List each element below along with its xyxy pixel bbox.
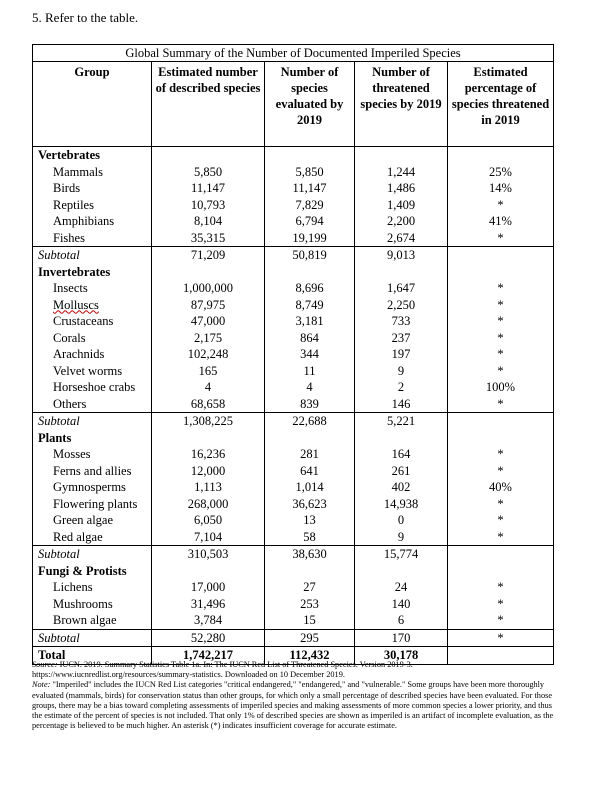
table-header-row [33,62,554,147]
threatened-cell: 733 [355,313,448,330]
source-label: Source: [32,660,58,669]
imperiled-species-table [32,44,554,665]
percent-cell: * [448,346,554,363]
empty-cell [448,147,554,164]
subtotal-row [33,546,554,563]
threatened-cell: 6 [355,612,448,629]
described-cell: 87,975 [152,297,265,314]
described-cell: 8,104 [152,213,265,230]
subtotal-label: Subtotal [33,629,152,647]
species-group-name: Mosses [33,446,152,463]
threatened-cell: 2,674 [355,230,448,247]
empty-cell [355,430,448,447]
described-cell: 12,000 [152,463,265,480]
described-cell: 4 [152,379,265,396]
described-cell: 165 [152,363,265,380]
subtotal-label: Subtotal [33,413,152,430]
evaluated-cell: 1,014 [265,479,355,496]
subtotal-row [33,413,554,430]
empty-cell [152,430,265,447]
threatened-cell: 2,200 [355,213,448,230]
described-cell: 268,000 [152,496,265,513]
note-label: Note: [32,680,51,690]
threatened-cell: 9 [355,363,448,380]
described-cell: 3,784 [152,612,265,629]
species-group-name: Brown algae [33,612,152,629]
header-evaluated: Number of species evaluated by 2019 [265,62,355,147]
table-row [33,363,554,380]
subtotal-evaluated-cell: 295 [265,629,355,647]
table-row [33,479,554,496]
evaluated-cell: 8,696 [265,280,355,297]
described-cell: 102,248 [152,346,265,363]
species-group-name: Others [33,396,152,413]
evaluated-cell: 4 [265,379,355,396]
described-cell: 47,000 [152,313,265,330]
table-row [33,596,554,613]
evaluated-cell: 344 [265,346,355,363]
table-notes [32,660,554,731]
percent-cell: * [448,396,554,413]
percent-cell: 100% [448,379,554,396]
percent-cell: 40% [448,479,554,496]
table-row [33,230,554,247]
evaluated-cell: 11 [265,363,355,380]
empty-cell [448,430,554,447]
subtotal-percent-cell [448,247,554,264]
table-row [33,529,554,546]
evaluated-cell: 8,749 [265,297,355,314]
table-row [33,579,554,596]
subtotal-evaluated-cell: 38,630 [265,546,355,563]
explanatory-note [32,680,554,731]
question-prompt: 5. Refer to the table. [32,10,139,25]
table-row [33,297,554,314]
described-cell: 2,175 [152,330,265,347]
evaluated-cell: 13 [265,512,355,529]
threatened-cell: 1,244 [355,164,448,181]
percent-cell: * [448,330,554,347]
group-heading-row [33,563,554,580]
evaluated-cell: 11,147 [265,180,355,197]
table-row [33,496,554,513]
species-group-name: Velvet worms [33,363,152,380]
evaluated-cell: 253 [265,596,355,613]
threatened-cell: 2 [355,379,448,396]
total-described-cell: 1,742,217 [152,647,265,665]
empty-cell [152,563,265,580]
evaluated-cell: 641 [265,463,355,480]
species-group-name: Corals [33,330,152,347]
described-cell: 5,850 [152,164,265,181]
percent-cell: * [448,612,554,629]
empty-cell [355,563,448,580]
group-heading-row [33,264,554,281]
species-group-name: Arachnids [33,346,152,363]
evaluated-cell: 36,623 [265,496,355,513]
species-group-name: Green algae [33,512,152,529]
species-group-name: Ferns and allies [33,463,152,480]
threatened-cell: 1,409 [355,197,448,214]
described-cell: 68,658 [152,396,265,413]
table-body [33,147,554,665]
table-row [33,463,554,480]
percent-cell: 14% [448,180,554,197]
table-row [33,346,554,363]
percent-cell: * [448,496,554,513]
empty-cell [265,563,355,580]
table-row [33,164,554,181]
evaluated-cell: 5,850 [265,164,355,181]
percent-cell: * [448,363,554,380]
species-group-name: Horseshoe crabs [33,379,152,396]
evaluated-cell: 281 [265,446,355,463]
subtotal-percent-cell [448,546,554,563]
percent-cell: 25% [448,164,554,181]
table-row [33,396,554,413]
percent-cell: * [448,230,554,247]
header-group: Group [33,62,152,147]
header-threatened: Number of threatened species by 2019 [355,62,448,147]
described-cell: 10,793 [152,197,265,214]
threatened-cell: 197 [355,346,448,363]
percent-cell: * [448,512,554,529]
described-cell: 1,113 [152,479,265,496]
described-cell: 1,000,000 [152,280,265,297]
evaluated-cell: 864 [265,330,355,347]
evaluated-cell: 6,794 [265,213,355,230]
table-row [33,213,554,230]
subtotal-threatened-cell: 170 [355,629,448,647]
subtotal-evaluated-cell: 22,688 [265,413,355,430]
subtotal-label: Subtotal [33,247,152,264]
source-text: IUCN. 2019. Summary Statistics Table 1a. In: The IUCN Red List of Threatened Species. Version 2019-3. https://www.iucnredlist.org/resources/summary-statistics. Downloaded on 10 December 2019. [32,660,413,680]
percent-cell: * [448,197,554,214]
subtotal-threatened-cell: 15,774 [355,546,448,563]
evaluated-cell: 27 [265,579,355,596]
group-heading: Plants [33,430,152,447]
group-heading-row [33,430,554,447]
empty-cell [355,147,448,164]
subtotal-row [33,629,554,647]
table-row [33,379,554,396]
percent-cell: * [448,596,554,613]
described-cell: 11,147 [152,180,265,197]
threatened-cell: 9 [355,529,448,546]
empty-cell [265,147,355,164]
threatened-cell: 237 [355,330,448,347]
species-group-name: Amphibians [33,213,152,230]
species-group-name: Gymnosperms [33,479,152,496]
evaluated-cell: 58 [265,529,355,546]
empty-cell [265,430,355,447]
described-cell: 16,236 [152,446,265,463]
species-table-container [32,44,553,665]
empty-cell [448,264,554,281]
subtotal-label: Subtotal [33,546,152,563]
species-group-name: Mammals [33,164,152,181]
table-row [33,280,554,297]
subtotal-described-cell: 310,503 [152,546,265,563]
species-group-name: Mushrooms [33,596,152,613]
evaluated-cell: 839 [265,396,355,413]
percent-cell: * [448,313,554,330]
table-row [33,446,554,463]
described-cell: 7,104 [152,529,265,546]
threatened-cell: 402 [355,479,448,496]
described-cell: 6,050 [152,512,265,529]
subtotal-evaluated-cell: 50,819 [265,247,355,264]
table-row [33,180,554,197]
evaluated-cell: 3,181 [265,313,355,330]
evaluated-cell: 19,199 [265,230,355,247]
table-title: Global Summary of the Number of Documented Imperiled Species [32,44,554,61]
empty-cell [448,563,554,580]
species-group-name: Crustaceans [33,313,152,330]
species-group-name: Lichens [33,579,152,596]
species-group-name: Molluscs [33,297,152,314]
note-text: "Imperiled" includes the IUCN Red List categories "critical endangered," "endangered," and "vulnerable." Some groups have been more thoroughly evaluated (mammals, birds) for conservation status than other groups, for which only a small percentage of described species have been evaluated. For those groups, there may be a bias toward completing assessments of imperiled species and making assessments of more common species a lower priority, and thus the estimate of the percent of species is not included. That only 1% of described species are shown as imperiled is an artifact of incomplete evaluation, as the percentage is believed to be much higher. An asterisk (*) indicates insufficient coverage for accurate estimate. [32,680,554,731]
table-row [33,330,554,347]
group-heading: Fungi & Protists [33,563,152,580]
subtotal-threatened-cell: 9,013 [355,247,448,264]
evaluated-cell: 7,829 [265,197,355,214]
table-row [33,512,554,529]
percent-cell: * [448,280,554,297]
percent-cell: * [448,529,554,546]
threatened-cell: 146 [355,396,448,413]
threatened-cell: 2,250 [355,297,448,314]
table-row [33,197,554,214]
species-group-name: Flowering plants [33,496,152,513]
group-heading-row [33,147,554,164]
group-heading: Invertebrates [33,264,152,281]
threatened-cell: 1,647 [355,280,448,297]
group-heading: Vertebrates [33,147,152,164]
species-group-name: Birds [33,180,152,197]
total-label: Total [33,647,152,665]
subtotal-described-cell: 71,209 [152,247,265,264]
percent-cell: 41% [448,213,554,230]
header-percent: Estimated percentage of species threatened in 2019 [448,62,554,147]
header-described: Estimated number of described species [152,62,265,147]
described-cell: 31,496 [152,596,265,613]
threatened-cell: 14,938 [355,496,448,513]
threatened-cell: 261 [355,463,448,480]
species-group-name: Fishes [33,230,152,247]
threatened-cell: 0 [355,512,448,529]
threatened-cell: 1,486 [355,180,448,197]
subtotal-percent-cell: * [448,629,554,647]
percent-cell: * [448,579,554,596]
subtotal-row [33,247,554,264]
species-group-name: Insects [33,280,152,297]
percent-cell: * [448,463,554,480]
percent-cell: * [448,297,554,314]
table-row [33,612,554,629]
subtotal-described-cell: 1,308,225 [152,413,265,430]
threatened-cell: 140 [355,596,448,613]
percent-cell: * [448,446,554,463]
total-evaluated-cell: 112,432 [265,647,355,665]
species-group-name: Red algae [33,529,152,546]
table-row [33,313,554,330]
subtotal-described-cell: 52,280 [152,629,265,647]
threatened-cell: 164 [355,446,448,463]
evaluated-cell: 15 [265,612,355,629]
described-cell: 35,315 [152,230,265,247]
empty-cell [355,264,448,281]
subtotal-threatened-cell: 5,221 [355,413,448,430]
empty-cell [152,264,265,281]
described-cell: 17,000 [152,579,265,596]
source-note [32,660,554,680]
species-group-name: Reptiles [33,197,152,214]
empty-cell [152,147,265,164]
subtotal-percent-cell [448,413,554,430]
empty-cell [265,264,355,281]
threatened-cell: 24 [355,579,448,596]
total-threatened-cell: 30,178 [355,647,448,665]
